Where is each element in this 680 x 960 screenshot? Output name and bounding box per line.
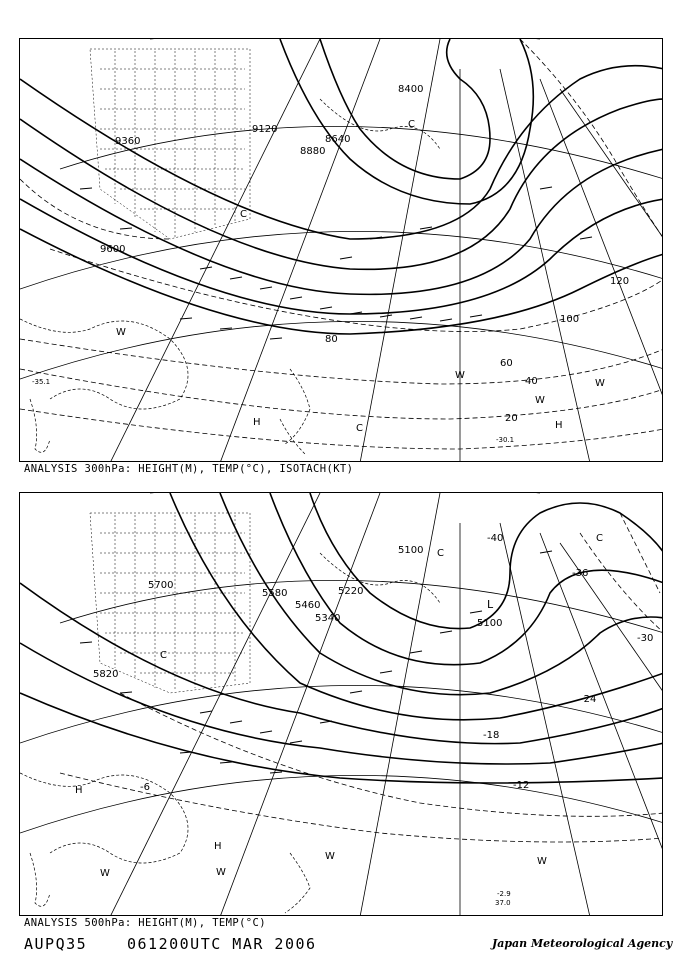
high-center: H [555,420,563,431]
station-temp: -35.1 [32,378,51,386]
warm-center: W [100,868,110,879]
height-label: 5340 [315,613,341,624]
warm-center: W [535,395,545,406]
high-center: H [253,417,261,428]
hatched-region [90,513,250,693]
high-center: H [214,841,222,852]
station-temp: -30.1 [496,436,515,444]
map-500hpa [20,493,663,916]
cold-center: C [160,650,167,661]
cold-center: C [437,548,444,559]
product-code: AUPQ35 [24,935,88,953]
temp-label: -12 [513,780,530,791]
station-temp: 37.0 [495,899,511,907]
agency-credit: Japan Meteorological Agency [492,937,673,950]
latlon-grid [20,493,663,916]
coastline [20,99,440,454]
map-300hpa [20,39,663,462]
height-label: 5460 [295,600,321,611]
cold-center: C [356,423,363,434]
height-label: 5820 [93,669,119,680]
height-label: 5220 [338,586,364,597]
valid-time: 061200UTC MAR 2006 [127,935,317,953]
isotherm-contours [60,513,663,842]
warm-center: W [325,851,335,862]
isotach-label: 80 [325,334,338,345]
temp-label: -24 [580,694,597,705]
height-label: 5580 [262,588,288,599]
height-contours [20,39,663,334]
wind-barbs [80,187,592,339]
isotach-label: 20 [505,413,518,424]
warm-center: W [455,370,465,381]
temp-label: -36 [572,568,589,579]
isotach-label: 60 [500,358,513,369]
height-contours [20,493,663,783]
height-label: 5100 [477,618,503,629]
height-label: 9120 [252,124,278,135]
chart-500hpa [19,492,663,916]
chart-300hpa [19,38,663,462]
cold-center: C [408,119,415,130]
height-label: 9360 [115,136,141,147]
isotach-label: 40 [525,376,538,387]
station-temp: -2.9 [497,890,511,898]
temp-label: -6 [140,782,150,793]
cold-center: C [240,209,247,220]
isotach-label: 120 [610,276,630,287]
low-center: L [487,598,494,611]
isotach-label: 100 [560,314,580,325]
height-label: 5100 [398,545,424,556]
warm-center: W [216,867,226,878]
caption-500hpa: ANALYSIS 500hPa: HEIGHT(M), TEMP(°C) [24,917,266,929]
temp-label: -18 [483,730,500,741]
temp-label: -30 [637,633,654,644]
temp-label: -40 [487,533,504,544]
caption-300hpa: ANALYSIS 300hPa: HEIGHT(M), TEMP(°C), ISOTACH(KT) [24,463,354,475]
height-label: 8880 [300,146,326,157]
height-label: 5700 [148,580,174,591]
warm-center: W [537,856,547,867]
warm-center: W [595,378,605,389]
high-center: H [75,785,83,796]
height-label: 8400 [398,84,424,95]
height-label: 9600 [100,244,126,255]
cold-center: C [596,533,603,544]
height-label: 8640 [325,134,351,145]
warm-center: W [116,327,126,338]
